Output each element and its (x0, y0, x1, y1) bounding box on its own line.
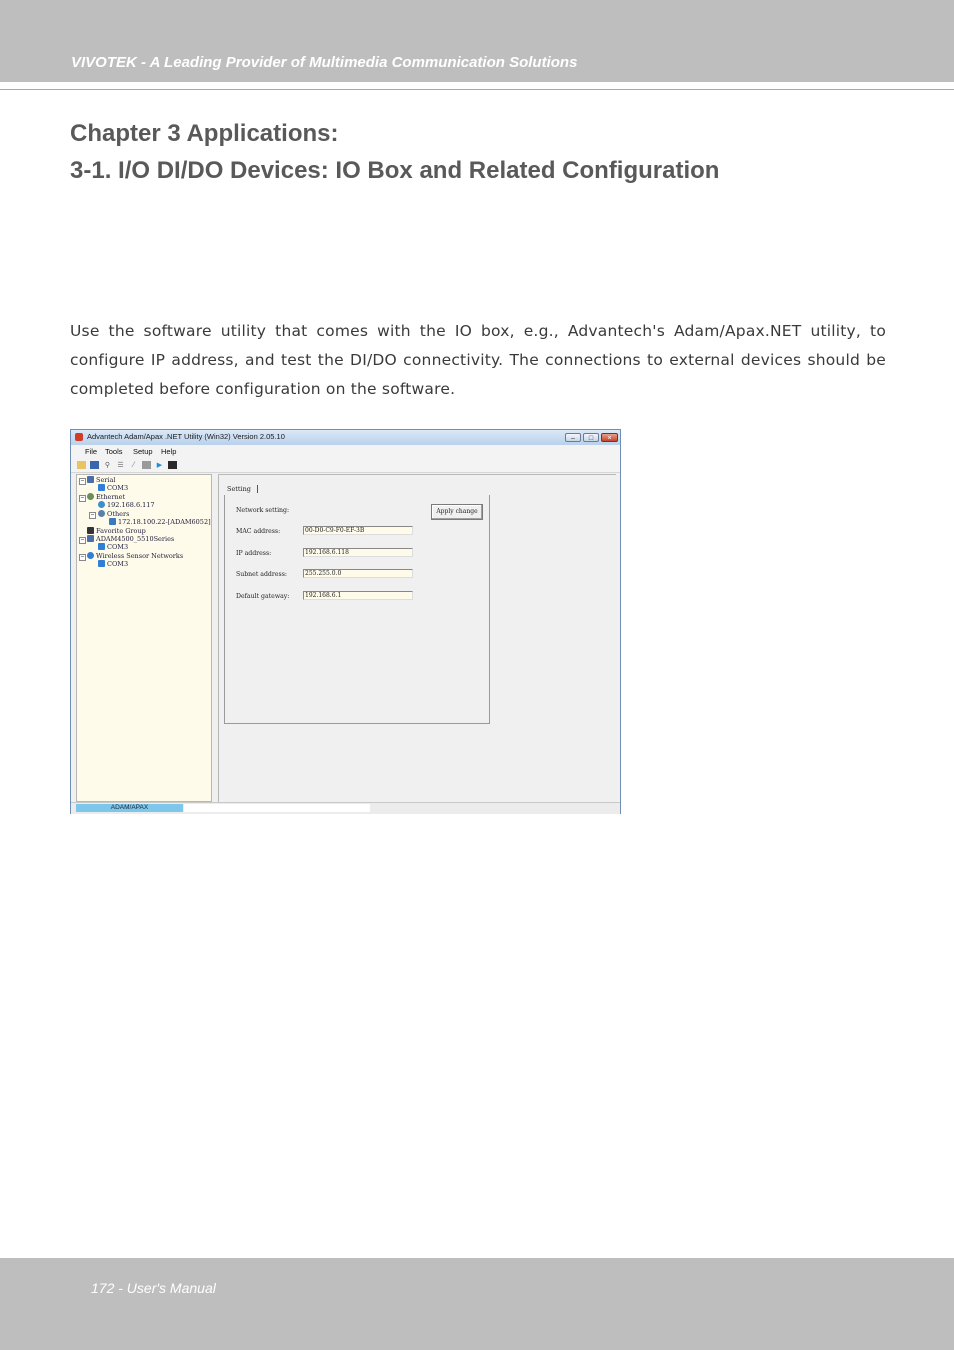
default-gateway-field[interactable]: 192.168.6.1 (303, 591, 413, 600)
subnet-address-field[interactable]: 255.255.0.0 (303, 569, 413, 578)
tree-favorite-label: Favorite Group (96, 527, 146, 535)
chapter-title: Chapter 3 Applications: (70, 120, 339, 147)
camera-icon[interactable] (168, 461, 177, 469)
device-tree (76, 474, 212, 802)
open-folder-icon[interactable] (77, 461, 86, 469)
menu-setup[interactable]: Setup (133, 447, 153, 456)
page-header (0, 0, 954, 82)
utility-screenshot (70, 429, 621, 814)
minimize-button[interactable]: – (565, 433, 581, 442)
app-icon (75, 433, 83, 441)
port-icon (98, 484, 105, 491)
module-icon[interactable] (142, 461, 151, 469)
collapse-icon[interactable]: − (80, 554, 85, 560)
play-icon[interactable]: ▶ (156, 461, 163, 469)
mac-address-field[interactable]: 00-D0-C9-F0-EF-3B (303, 526, 413, 535)
favorite-icon (87, 527, 94, 534)
save-icon[interactable] (90, 461, 99, 469)
status-bar (71, 802, 620, 814)
collapse-icon[interactable]: − (90, 512, 95, 518)
tree-adam-com-label: COM3 (107, 543, 129, 551)
tree-others-device-label: 172.18.100.22-[ADAM6052] (118, 518, 211, 526)
page-footer (0, 1258, 954, 1350)
settings-area (218, 474, 616, 802)
tab-setting[interactable]: Setting (227, 485, 258, 493)
wand-icon[interactable]: ⁄ (132, 461, 135, 469)
wireless-icon (87, 552, 94, 559)
collapse-icon[interactable]: − (80, 495, 85, 501)
menu-bar (71, 445, 620, 458)
mac-address-label: MAC address: (236, 528, 281, 535)
header-divider (0, 89, 954, 90)
module-icon (109, 518, 116, 525)
globe-icon (98, 510, 105, 517)
collapse-icon[interactable]: − (80, 537, 85, 543)
section-title: 3-1. I/O DI/DO Devices: IO Box and Related Configuration (70, 157, 720, 184)
network-setting-label: Network setting: (236, 507, 290, 514)
tree-wireless-label: Wireless Sensor Networks (96, 552, 184, 560)
menu-help[interactable]: Help (161, 447, 177, 456)
ethernet-icon (87, 493, 94, 500)
network-icon[interactable]: ☰ (117, 461, 124, 469)
tree-wireless-com[interactable] (98, 560, 128, 568)
tree-adam-com[interactable] (98, 543, 128, 551)
menu-tools[interactable]: Tools (105, 447, 123, 456)
page-number: 172 - User's Manual (91, 1280, 216, 1296)
tree-serial-label: Serial (96, 476, 116, 484)
header-title: VIVOTEK - A Leading Provider of Multimedia Communication Solutions (71, 54, 578, 71)
tree-serial-com[interactable] (98, 484, 128, 492)
status-text: ADAM/APAX (76, 804, 183, 812)
tree-ethernet[interactable] (87, 493, 125, 501)
window-title: Advantech Adam/Apax .NET Utility (Win32) Version 2.05.10 (87, 432, 285, 441)
default-gateway-label: Default gateway: (236, 593, 290, 600)
window-titlebar (71, 430, 620, 445)
tree-adam[interactable] (87, 535, 174, 543)
ip-address-label: IP address: (236, 550, 272, 557)
tree-serial-com-label: COM3 (107, 484, 129, 492)
subnet-address-label: Subnet address: (236, 571, 287, 578)
close-button[interactable]: × (601, 433, 618, 442)
tree-others-label: Others (107, 510, 130, 518)
adam-icon (87, 535, 94, 542)
tree-others-device[interactable] (109, 518, 211, 526)
tree-wireless[interactable] (87, 552, 183, 560)
device-icon (98, 501, 105, 508)
apply-change-button[interactable]: Apply change (431, 504, 483, 520)
tree-ethernet-ip[interactable] (98, 501, 155, 509)
port-icon (98, 560, 105, 567)
menu-file[interactable]: File (85, 447, 98, 456)
tree-wireless-com-label: COM3 (107, 560, 129, 568)
tree-serial[interactable] (87, 476, 115, 484)
search-icon[interactable]: ⚲ (104, 461, 111, 469)
collapse-icon[interactable]: − (80, 478, 85, 484)
tree-favorite[interactable] (87, 527, 146, 535)
status-field (184, 804, 370, 812)
tree-adam-label: ADAM4500_5510Series (96, 535, 175, 543)
serial-icon (87, 476, 94, 483)
port-icon (98, 543, 105, 550)
maximize-button[interactable]: □ (583, 433, 599, 442)
body-paragraph: Use the software utility that comes with the IO box, e.g., Advantech's Adam/Apax.NET utility, to configure IP address, and test the DI/DO connectivity. The connections to external devices should be completed before configuration on the software. (70, 322, 886, 398)
toolbar (71, 458, 620, 473)
tree-ethernet-label: Ethernet (96, 493, 126, 501)
tree-ethernet-ip-label: 192.168.6.117 (107, 501, 155, 509)
tree-others[interactable] (98, 510, 129, 518)
ip-address-field[interactable]: 192.168.6.118 (303, 548, 413, 557)
